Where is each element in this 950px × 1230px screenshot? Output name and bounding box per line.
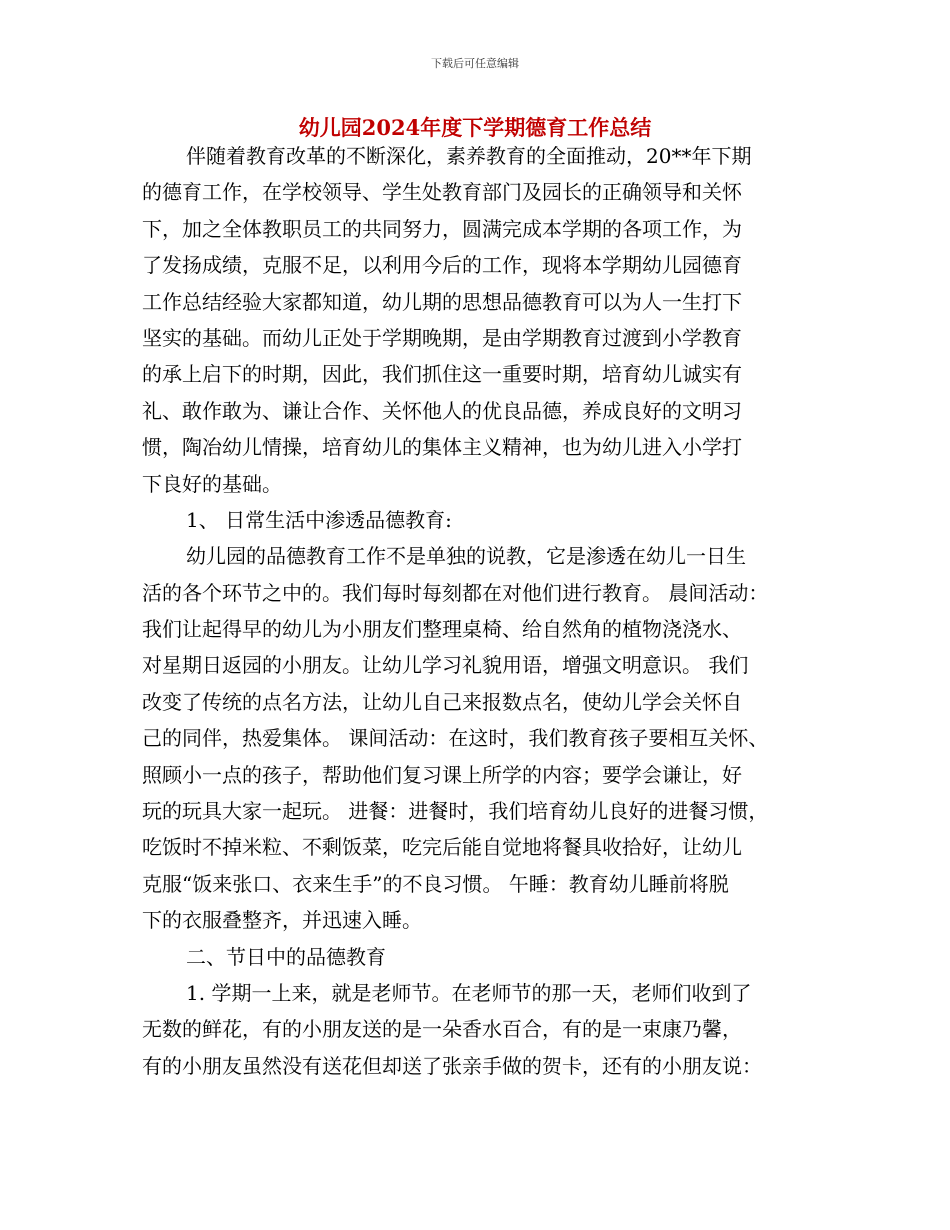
text-line: 的德育工作，在学校领导、学生处教育部门及园长的正确领导和关怀 xyxy=(142,180,742,205)
text-line: 惯，陶冶幼儿情操，培育幼儿的集体主义精神，也为幼儿进入小学打 xyxy=(142,435,742,460)
text-line: 克服“饭来张口、衣来生手”的不良习惯。 午睡：教育幼儿睡前将脱 xyxy=(142,871,729,896)
text-line: 礼、敢作敢为、谦让合作、关怀他人的优良品德，养成良好的文明习 xyxy=(142,398,742,423)
text-line: 下的衣服叠整齐，并迅速入睡。 xyxy=(142,908,422,933)
text-line: 有的小朋友虽然没有送花但却送了张亲手做的贺卡，还有的小朋友说： xyxy=(142,1053,762,1078)
text-line: 照顾小一点的孩子，帮助他们复习课上所学的内容；要学会谦让，好 xyxy=(142,762,742,787)
text-line: 玩的玩具大家一起玩。 进餐：进餐时，我们培育幼儿良好的进餐习惯， xyxy=(142,799,769,824)
text-line: 无数的鲜花，有的小朋友送的是一朵香水百合，有的是一束康乃馨， xyxy=(142,1017,742,1042)
text-line: 对星期日返园的小朋友。让幼儿学习礼貌用语，增强文明意识。 我们 xyxy=(142,653,749,678)
section-heading: 二、节日中的品德教育 xyxy=(186,944,386,969)
text-line: 吃饭时不掉米粒、不剩饭菜，吃完后能自觉地将餐具收拾好，让幼儿 xyxy=(142,835,742,860)
text-line: 改变了传统的点名方法，让幼儿自己来报数点名，使幼儿学会关怀自 xyxy=(142,689,742,714)
document-body xyxy=(142,138,822,1084)
text-line: 的承上启下的时期，因此，我们抓住这一重要时期，培育幼儿诚实有 xyxy=(142,362,742,387)
document-title: 幼儿园2024年度下学期德育工作总结 xyxy=(298,115,652,140)
header-note: 下载后可任意编辑 xyxy=(431,57,519,70)
section-heading: 1、 日常生活中渗透品德教育: xyxy=(186,507,452,532)
text-line: 坚实的基础。而幼儿正处于学期晚期，是由学期教育过渡到小学教育 xyxy=(142,325,742,350)
text-line: 幼儿园的品德教育工作不是单独的说教，它是渗透在幼儿一日生 xyxy=(186,544,746,569)
text-line: 下良好的基础。 xyxy=(142,471,282,496)
text-line: 伴随着教育改革的不断深化，素养教育的全面推动，20**年下期 xyxy=(186,144,752,168)
text-line: 了发扬成绩，克服不足，以利用今后的工作，现将本学期幼儿园德育 xyxy=(142,253,742,278)
text-line: 己的同伴，热爱集体。 课间活动：在这时，我们教育孩子要相互关怀、 xyxy=(142,726,769,751)
text-line: 我们让起得早的幼儿为小朋友们整理桌椅、给自然角的植物浇浇水、 xyxy=(142,617,742,642)
text-line: 1. 学期一上来，就是老师节。在老师节的那一天，老师们收到了 xyxy=(186,980,752,1005)
text-line: 下，加之全体教职员工的共同努力，圆满完成本学期的各项工作，为 xyxy=(142,216,742,241)
text-line: 工作总结经验大家都知道，幼儿期的思想品德教育可以为人一生打下 xyxy=(142,289,742,314)
text-line: 活的各个环节之中的。我们每时每刻都在对他们进行教育。 晨间活动： xyxy=(142,580,769,605)
